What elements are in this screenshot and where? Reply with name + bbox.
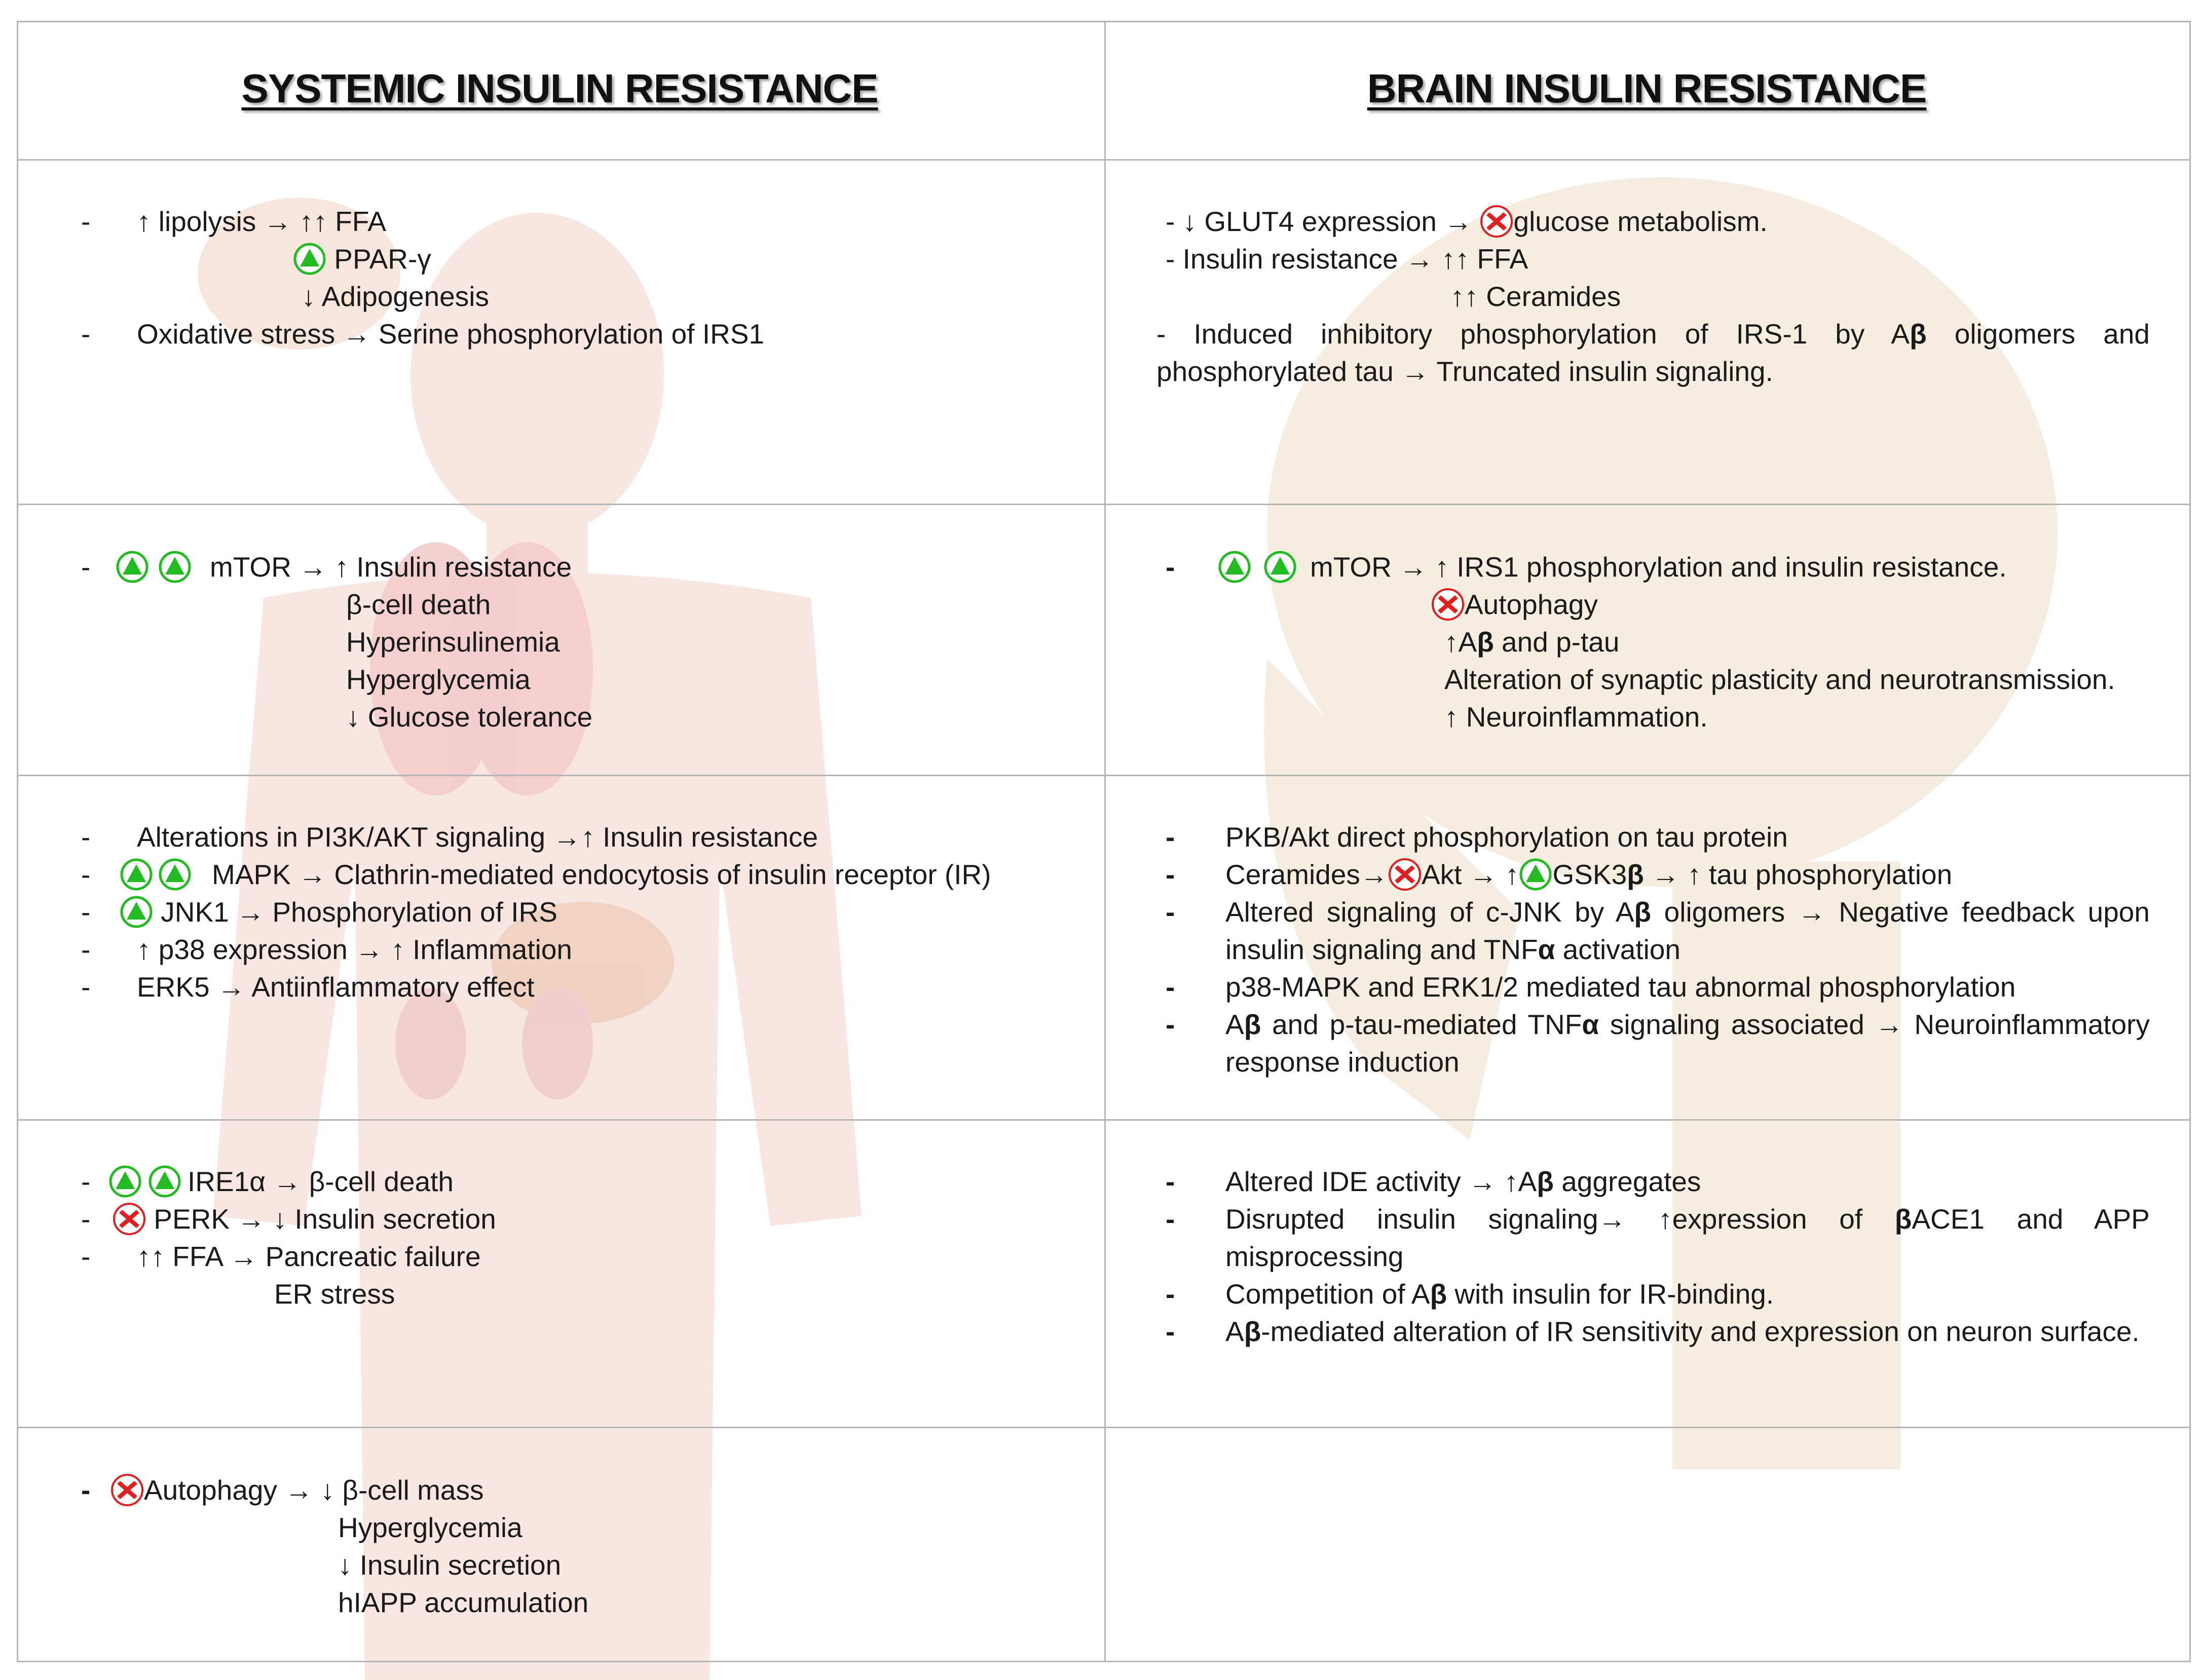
green-up-triangle-icon: [1218, 550, 1251, 584]
ppar-label: PPAR-γ: [334, 243, 431, 275]
red-x-icon: [1388, 858, 1422, 891]
row-divider: [18, 1427, 2189, 1428]
left-r1-line: ↓ Adipogenesis: [302, 281, 489, 312]
left-r4-line: ER stress: [274, 1278, 395, 1310]
bullet-dash: -: [81, 206, 91, 237]
left-r3-line: ERK5 → Antiinflammatory effect: [137, 971, 535, 1003]
right-r1-line: ↑↑ Ceramides: [1450, 281, 1621, 312]
left-r3-line: ↑ p38 expression → ↑ Inflammation: [137, 934, 572, 965]
right-r3-tnf: Aβ and p-tau-mediated TNFα signaling associated → Neuroinflammatory response induction: [1225, 1009, 2150, 1078]
right-r2-line: ↑ Neuroinflammation.: [1444, 701, 1708, 733]
bullet-dash: -: [1166, 896, 1175, 928]
header-systemic: SYSTEMIC INSULIN RESISTANCE: [241, 66, 878, 111]
right-r1-irs: - Induced inhibitory phosphorylation of IRS-1 by Aβ oligomers and phosphorylated tau → Truncated insulin signaling.: [1156, 318, 2150, 387]
bullet-dash: -: [81, 318, 91, 350]
red-x-icon: [113, 1202, 146, 1236]
row-divider: [18, 504, 2189, 505]
perk-text: PERK → ↓ Insulin secretion: [154, 1203, 496, 1235]
bullet-dash: -: [81, 859, 91, 890]
green-up-triangle-icon: [148, 1165, 181, 1198]
right-r4-line: Altered IDE activity → ↑Aβ aggregates: [1225, 1166, 1701, 1197]
left-r5-line: Hyperglycemia: [338, 1512, 522, 1543]
mtor-text: mTOR → ↑ IRS1 phosphorylation and insulin resistance.: [1310, 551, 2007, 583]
bullet-dash: -: [1166, 821, 1175, 853]
right-r2-autophagy: [1431, 586, 1598, 623]
left-r3-line: Alterations in PI3K/AKT signaling →↑ Insulin resistance: [137, 821, 818, 853]
autophagy-text: Autophagy → ↓ β-cell mass: [144, 1474, 484, 1506]
green-up-triangle-icon: [158, 858, 192, 891]
bullet-dash: -: [81, 1166, 91, 1197]
red-x-icon: [1431, 588, 1465, 621]
left-r2-mtor: [116, 548, 572, 586]
bullet-dash: -: [81, 934, 91, 965]
bullet-dash: -: [1166, 1316, 1175, 1347]
right-r1-glut4: [1166, 203, 1768, 240]
right-r4-line: Disrupted insulin signaling→ ↑expression of βACE1 and APP misprocessing: [1225, 1203, 2150, 1272]
green-up-triangle-icon: [293, 242, 326, 276]
right-r3-line: PKB/Akt direct phosphorylation on tau protein: [1225, 821, 1788, 853]
left-r3-mapk: [120, 856, 991, 893]
left-r4-perk: [113, 1200, 496, 1238]
right-r2-line: ↑Aβ and p-tau: [1444, 626, 1620, 658]
left-r5-autophagy: [110, 1471, 484, 1509]
glucose-text: glucose metabolism.: [1513, 206, 1768, 237]
bullet-dash: -: [81, 551, 91, 583]
left-r4-ire: [108, 1163, 454, 1200]
row-divider: [18, 159, 2189, 161]
right-r1-line: - Insulin resistance → ↑↑ FFA: [1166, 243, 1528, 275]
row-divider: [18, 1119, 2189, 1121]
bullet-dash: -: [81, 1474, 91, 1506]
right-r2-line: Alteration of synaptic plasticity and neurotransmission.: [1444, 664, 2115, 695]
row-divider: [18, 775, 2189, 776]
red-x-icon: [110, 1473, 144, 1507]
left-r2-line: Hyperglycemia: [346, 664, 531, 695]
green-up-triangle-icon: [120, 895, 153, 929]
bullet-dash: -: [81, 971, 91, 1003]
left-r2-line: ↓ Glucose tolerance: [346, 701, 593, 733]
bullet-dash: -: [1166, 1278, 1175, 1310]
jnk-text: JNK1 → Phosphorylation of IRS: [161, 896, 557, 928]
bullet-dash: -: [1166, 1009, 1175, 1040]
left-r5-line: hIAPP accumulation: [338, 1587, 589, 1618]
green-up-triangle-icon: [1519, 858, 1552, 891]
bullet-dash: -: [81, 1203, 91, 1235]
bullet-dash: -: [81, 1241, 91, 1272]
mapk-text: MAPK → Clathrin-mediated endocytosis of insulin receptor (IR): [212, 859, 991, 890]
green-up-triangle-icon: [116, 550, 149, 584]
right-r2-mtor: [1218, 548, 2007, 586]
left-r2-line: β-cell death: [346, 589, 491, 620]
left-r5-line: ↓ Insulin secretion: [338, 1549, 562, 1581]
bullet-dash: -: [1166, 551, 1175, 583]
bullet-dash: -: [1166, 1166, 1175, 1197]
left-r4-line: ↑↑ FFA → Pancreatic failure: [137, 1241, 481, 1272]
bullet-dash: -: [81, 821, 91, 853]
autophagy-text: Autophagy: [1465, 589, 1598, 620]
bullet-dash: -: [1166, 1203, 1175, 1235]
mtor-text: mTOR → ↑ Insulin resistance: [210, 551, 572, 583]
right-r4-line: Aβ-mediated alteration of IR sensitivity and expression on neuron surface.: [1225, 1316, 2140, 1347]
bullet-dash: -: [1166, 971, 1175, 1003]
green-up-triangle-icon: [158, 550, 192, 584]
left-r1-line: ↑ lipolysis → ↑↑ FFA: [137, 206, 387, 237]
left-r3-jnk: [120, 893, 557, 931]
right-r4-line: Competition of Aβ with insulin for IR-binding.: [1225, 1278, 1774, 1310]
green-up-triangle-icon: [120, 858, 153, 891]
red-x-icon: [1480, 205, 1513, 238]
right-r3-jnk: Altered signaling of c-JNK by Aβ oligomers → Negative feedback upon insulin signaling and TNFα activation: [1225, 896, 2150, 965]
right-r3-line: p38-MAPK and ERK1/2 mediated tau abnormal phosphorylation: [1225, 971, 2016, 1003]
header-brain: BRAIN INSULIN RESISTANCE: [1367, 66, 1927, 111]
glut4-text: - ↓ GLUT4 expression →: [1166, 206, 1473, 237]
left-r1-ppar: [293, 240, 431, 278]
ire-text: IRE1α → β-cell death: [188, 1166, 454, 1197]
bullet-dash: -: [1166, 859, 1175, 890]
right-r3-ceramides: Ceramides→ Akt → ↑ GSK3β → ↑ tau phosphorylation: [1225, 856, 1952, 893]
green-up-triangle-icon: [108, 1165, 142, 1198]
bullet-dash: -: [81, 896, 91, 928]
left-r2-line: Hyperinsulinemia: [346, 626, 560, 658]
green-up-triangle-icon: [1263, 550, 1297, 584]
left-r1-line: Oxidative stress → Serine phosphorylation of IRS1: [137, 318, 765, 350]
column-divider: [1104, 22, 1106, 1661]
